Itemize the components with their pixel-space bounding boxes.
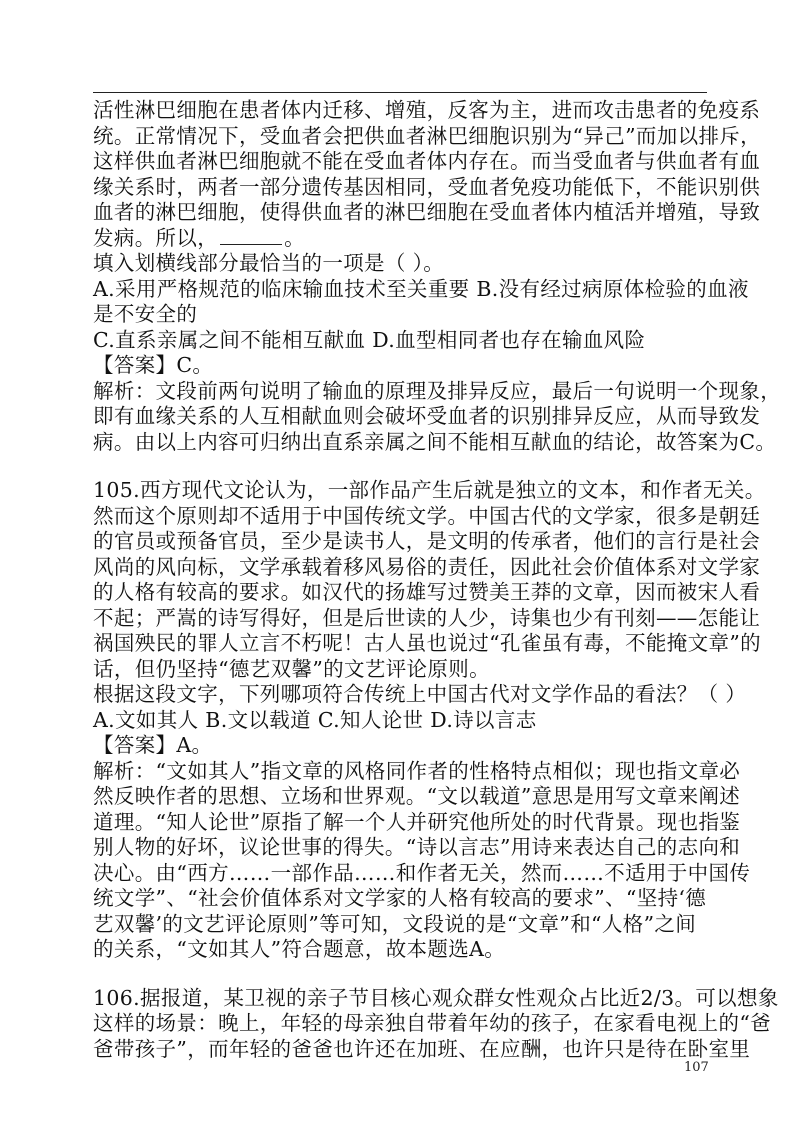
passage-line: 然而这个原则却不适用于中国传统文学。中国古代的文学家，很多是朝廷 (93, 503, 761, 528)
question-106-block (93, 985, 779, 1063)
passage-line: 的官员或预备官员，至少是读书人，是文明的传承者，他们的言行是社会 (93, 529, 761, 553)
explanation-line: 解析：“文如其人”指文章的风格同作者的性格特点相似；现也指文章必 (93, 758, 741, 783)
answer-blank (220, 226, 282, 245)
passage-line: 的人格有较高的要求。如汉代的扬雄写过赞美王莽的文章，因而被宋人看 (93, 580, 761, 604)
option-line: C.直系亲属之间不能相互献血 D.血型相同者也存在输血风险 (93, 327, 646, 352)
option-line: A.采用严格规范的临床输血技术至关重要 B.没有经过病原体检验的血液 (93, 276, 749, 301)
explanation-line: 解析：文段前两句说明了输血的原理及排异反应，最后一句说明一个现象， (93, 378, 782, 403)
paragraph-gap (93, 963, 709, 986)
passage-line: 话，但仍坚持“德艺双馨”的文艺评论原则。 (93, 656, 490, 681)
question-prompt: 填入划横线部分最恰当的一项是（ ）。 (93, 251, 445, 275)
header-rule (93, 92, 707, 93)
paragraph-gap (93, 455, 709, 478)
passage-line: 统。正常情况下，受血者会把供血者淋巴细胞识别为“异己”而加以排斥， (93, 123, 762, 148)
passage-line: 这样的场景：晚上，年轻的母亲独自带着年幼的孩子，在家看电视上的“爸 (93, 1011, 772, 1035)
explanation-line: 的关系，“文如其人”符合题意，故本题选A。 (93, 937, 506, 961)
passage-line: 风尚的风向标，文学承载着移风易俗的责任，因此社会价值体系对文学家 (93, 554, 761, 579)
answer-label: 【答案】C。 (93, 353, 214, 377)
passage-line: 105.西方现代文论认为，一部作品产生后就是独立的文本，和作者无关。 (93, 478, 766, 502)
explanation-line: 统文学”、“社会价值体系对文学家的人格有较高的要求”、“坚持‘德 (93, 886, 707, 910)
question-105-block (93, 478, 766, 963)
explanation-line: 艺双馨’的文艺评论原则”等可知，文段说的是“文章”和“人格”之间 (93, 911, 697, 936)
page-content (93, 98, 782, 1062)
question-104-block (93, 98, 782, 455)
explanation-line: 然反映作者的思想、立场和世界观。“文以载道”意思是用写文章来阐述 (93, 784, 741, 808)
explanation-line: 决心。由“西方……一部作品……和作者无关，然而……不适用于中国传 (93, 860, 751, 885)
passage-line: 缘关系时，两者一部分遗传基因相同，受血者免疫功能低下，不能识别供 (93, 174, 761, 199)
answer-label: 【答案】A。 (93, 733, 213, 757)
question-prompt: 根据这段文字，下列哪项符合传统上中国古代对文学作品的看法？（ ） (93, 682, 747, 706)
passage-line: 不起；严嵩的诗写得好，但是后世读的人少，诗集也少有刊刻——怎能让 (93, 605, 761, 630)
passage-line: 血者的淋巴细胞，使得供血者的淋巴细胞在受血者体内植活并增殖，导致 (93, 200, 761, 224)
passage-line: 活性淋巴细胞在患者体内迁移、增殖，反客为主，进而攻击患者的免疫系 (93, 98, 761, 122)
passage-line: 这样供血者淋巴细胞就不能在受血者体内存在。而当受血者与供血者有血 (93, 149, 761, 173)
option-line: 是不安全的 (93, 302, 198, 326)
passage-text: 发病。所以， (93, 225, 219, 250)
passage-line: 祸国殃民的罪人立言不朽呢！古人虽也说过“孔雀虽有毒，不能掩文章”的 (93, 631, 762, 655)
explanation-line: 即有血缘关系的人互相献血则会破坏受血者的识别排异反应，从而导致发 (93, 404, 761, 428)
explanation-line: 别人物的好坏，议论世事的得失。“诗以言志”用诗来表达自己的志向和 (93, 835, 741, 859)
passage-line: 106.据报道，某卫视的亲子节目核心观众群女性观众占比近2/3。可以想象 (93, 985, 779, 1010)
option-line: A.文如其人 B.文以载道 C.知人论世 D.诗以言志 (93, 707, 537, 732)
explanation-line: 道理。“知人论世”原指了解一个人并研究他所处的时代背景。现也指鉴 (93, 809, 741, 834)
passage-text: 。 (284, 225, 305, 250)
explanation-line: 病。由以上内容可归纳出直系亲属之间不能相互献血的结论，故答案为C。 (93, 429, 777, 454)
passage-line-with-blank (93, 226, 709, 252)
page-number: 107 (684, 1060, 709, 1075)
passage-line: 爸带孩子”，而年轻的爸爸也许还在加班、在应酬，也许只是待在卧室里 (93, 1036, 751, 1061)
